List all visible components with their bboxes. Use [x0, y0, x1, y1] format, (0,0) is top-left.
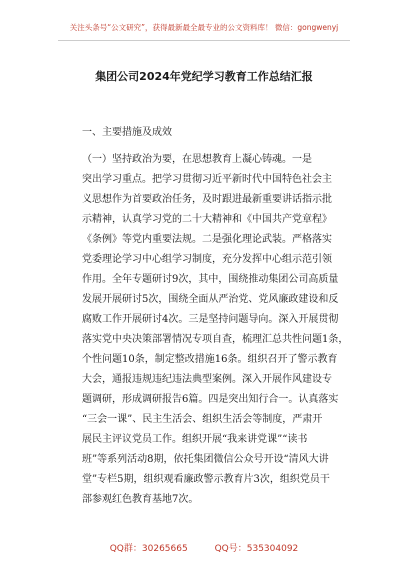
header-divider: [58, 40, 350, 41]
body-line: 义思想作为首要政治任务，及时跟进最新重要讲话指示批: [82, 194, 332, 205]
body-line: 党委理论学习中心组学习制度，充分发挥中心组示范引领: [82, 254, 332, 265]
body-line: 大会，通报违规违纪违法典型案例。深入开展作风建设专: [82, 374, 332, 385]
body-line: “三会一课”、民主生活会、组织生活会等制度，严肃开: [82, 414, 323, 425]
promo-header: 关注头条号“公文研究”，获得最新最全最专业的公文资料库！ 微信：gongwenyj: [69, 23, 339, 32]
body-line: 腐败工作开展研讨4次。三是坚持问题导向。深入开展贯彻: [82, 314, 339, 325]
body-line: 突出学习重点。把学习贯彻习近平新时代中国特色社会主: [82, 174, 332, 185]
body-line: 堂”专栏5期，组织观看廉政警示教育片3次，组织党员干: [82, 474, 330, 485]
body-line: 《条例》等党内重要法规。二是强化理论武装。严格落实: [82, 234, 332, 245]
body-line: 示精神，认真学习党的二十大精神和《中国共产党章程》: [82, 214, 332, 225]
body-line: 题调研，形成调研报告6篇。四是突出知行合一。认真落实: [82, 394, 339, 405]
qq-group: QQ群：30265665: [109, 544, 188, 554]
body-line: 展民主评议党员工作。组织开展“我来讲党课”“读书: [82, 434, 308, 445]
qq-number: QQ号：535304092: [214, 544, 299, 554]
body-line: 发展开展研讨5次，围绕全面从严治党、党风廉政建设和反: [82, 294, 339, 305]
body-line: 个性问题10条，制定整改措施16条。组织召开了警示教育: [82, 354, 338, 365]
section-heading: 一、主要措施及成效: [82, 127, 172, 138]
document-title: 集团公司2024年党纪学习教育工作总结汇报: [95, 70, 313, 83]
body-line: 落实党中央决策部署情况专项自查，梳理汇总共性问题1条，: [82, 334, 349, 345]
body-line: 部参观红色教育基地7次。: [82, 494, 199, 505]
body-line: 作用。全年专题研讨9次，其中，围绕推动集团公司高质量: [82, 274, 339, 285]
body-line: （一）坚持政治为要，在思想教育上凝心铸魂。一是: [82, 154, 312, 165]
body-text: [82, 150, 352, 510]
body-line: 班”等系列活动8期，依托集团微信公众号开设“清风大讲: [82, 454, 329, 465]
footer: [0, 541, 408, 554]
